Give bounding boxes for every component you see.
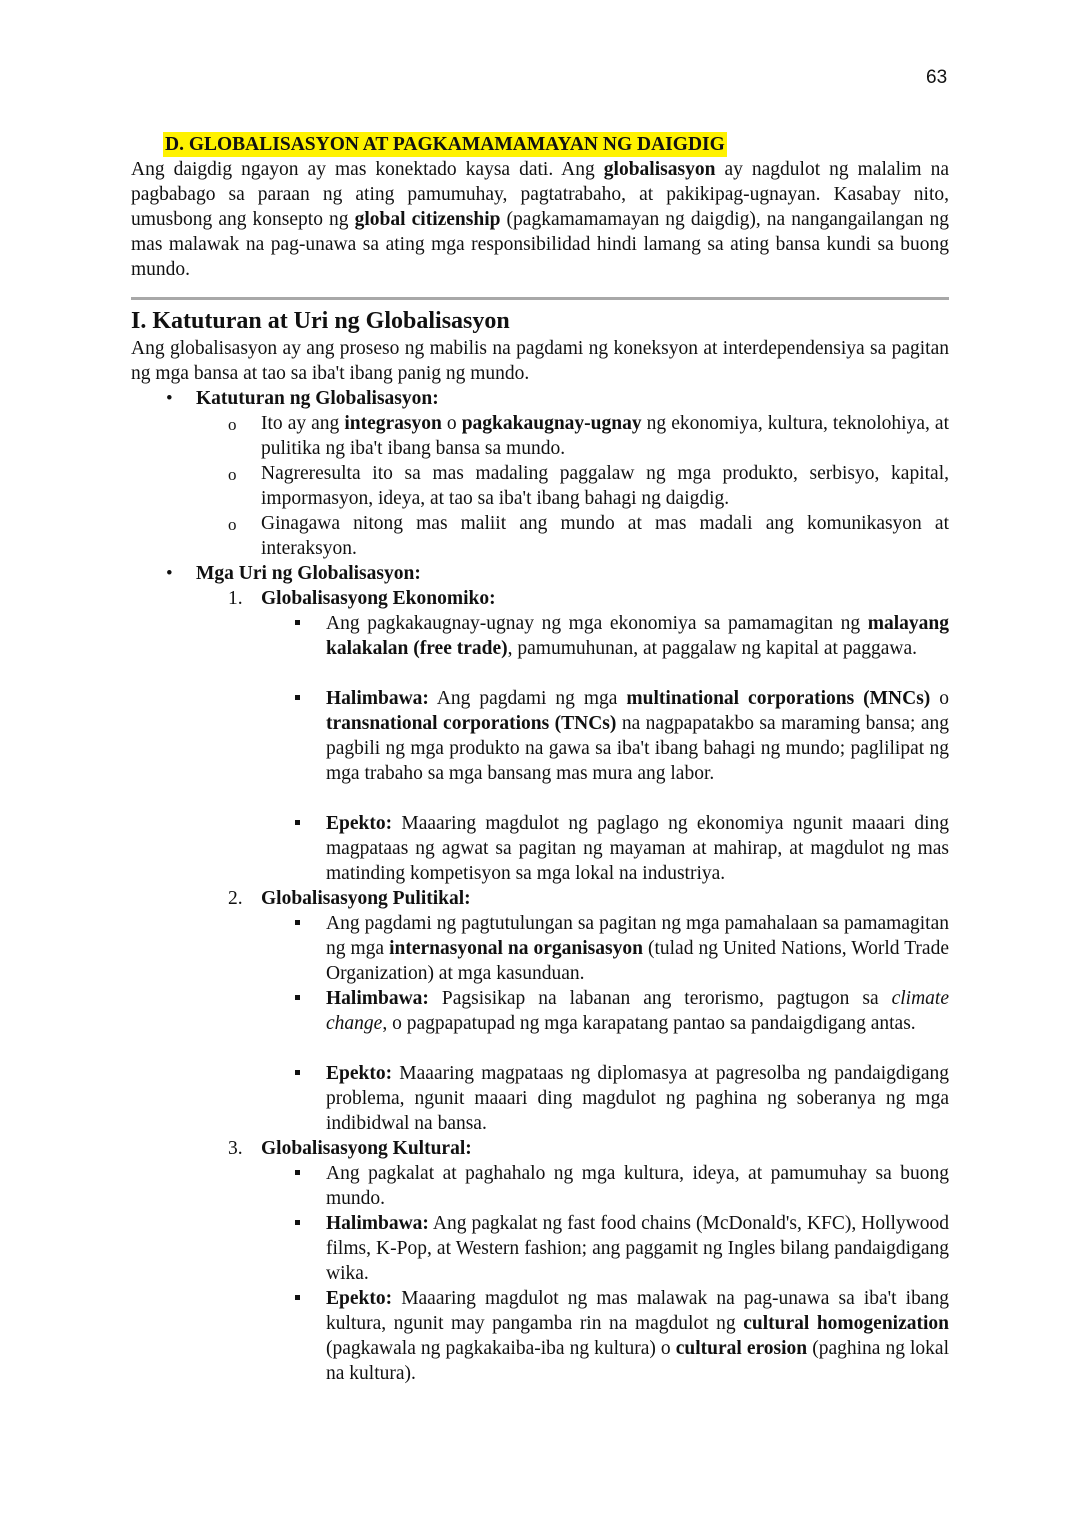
square-bullet-icon xyxy=(295,820,300,825)
sub-bullet-marker: o xyxy=(228,415,237,434)
intro-text: (pagkamamamayan ng daigdig), na nangangailangan ng mas malawak na pag-unawa sa ating mga responsibilidad hindi lamang sa ating bansa kundi sa buong mundo. xyxy=(131,209,949,280)
intro-text: ay nagdulot ng malalim na pagbabago sa paraan ng ating pamumuhay, pagtatrabaho, at pakikipag-ugnayan. Kasabay nito, umusbong ang konsepto ng xyxy=(131,159,950,230)
square-bullet-icon xyxy=(295,1220,300,1225)
pulitikal-item-a xyxy=(326,911,949,986)
epekto-label: Epekto: xyxy=(326,813,393,834)
square-bullet-icon xyxy=(295,620,300,625)
bold-term: malayang kalakalan (free trade) xyxy=(326,613,949,659)
epekto-label: Epekto: xyxy=(326,1063,393,1084)
item-text: (tulad ng United Nations, World Trade Organization) at mga kasunduan. xyxy=(326,938,949,984)
square-bullet-icon xyxy=(295,1170,300,1175)
pulitikal-item-c xyxy=(326,1061,949,1136)
bold-term: integrasyon xyxy=(344,413,442,434)
kultural-item-c xyxy=(326,1286,949,1386)
sub-bullet-marker: o xyxy=(228,465,237,484)
bold-term: multinational corporations (MNCs) xyxy=(626,688,931,709)
katuturan-label: Katuturan ng Globalisasyon: xyxy=(196,388,439,409)
list-number: 1. xyxy=(228,588,243,609)
list-number: 3. xyxy=(228,1138,243,1159)
item-text: Ang pagdami ng mga xyxy=(428,688,627,709)
item-text: Ito ay ang xyxy=(261,413,345,434)
intro-bold-term: global citizenship xyxy=(354,209,501,230)
item-text: (pagkawala ng pagkakaiba-iba ng kultura) o xyxy=(326,1338,676,1359)
item-text: Maaaring magpataas ng diplomasya at pagresolba ng pandaigdigang problema, ngunit maaari ding magdulot ng paghina ng soberanya ng mga indibidwal na bansa. xyxy=(326,1063,949,1134)
item-text: Ang pagkalat ng fast food chains (McDonald's, KFC), Hollywood films, K-Pop, at Western fashion; ang paggamit ng Ingles bilang pandaigdigang wika. xyxy=(326,1213,949,1284)
square-bullet-icon xyxy=(295,1295,300,1300)
bold-term: cultural erosion xyxy=(675,1338,808,1359)
sub-bullet-marker: o xyxy=(228,515,237,534)
ekonomiko-item-c xyxy=(326,811,949,886)
kultural-item-a: Ang pagkalat at paghahalo ng mga kultura, ideya, at pamumuhay sa buong mundo. xyxy=(326,1163,949,1209)
bold-term: transnational corporations (TNCs) xyxy=(326,713,617,734)
item-text: o xyxy=(930,688,949,709)
italic-term: climate change xyxy=(326,988,949,1034)
bullet-marker: • xyxy=(166,388,173,409)
page-number: 63 xyxy=(926,67,948,88)
item-text: Ang pagkakaugnay-ugnay ng mga ekonomiya sa pamamagitan ng xyxy=(326,613,868,634)
katuturan-item-3: Ginagawa nitong mas maliit ang mundo at mas madali ang komunikasyon at interaksyon. xyxy=(261,513,949,559)
intro-paragraph xyxy=(131,157,949,282)
pulitikal-title: Globalisasyong Pulitikal: xyxy=(261,888,471,909)
square-bullet-icon xyxy=(295,995,300,1000)
list-number: 2. xyxy=(228,888,243,909)
item-text: o xyxy=(441,413,462,434)
uri-label: Mga Uri ng Globalisasyon: xyxy=(196,563,421,584)
katuturan-item-1 xyxy=(261,411,949,461)
ekonomiko-item-a xyxy=(326,611,949,661)
item-text: Maaaring magdulot ng paglago ng ekonomiya ngunit maaari ding magpataas ng agwat sa pagitan ng mayaman at mahirap, at magdulot ng mas matinding kompetisyon sa mga lokal na industriya. xyxy=(326,813,949,884)
bold-term: cultural homogenization xyxy=(743,1313,950,1334)
item-text: Maaaring magdulot ng mas malawak na pag-unawa sa iba't ibang kultura, ngunit may pangamba rin na magdulot ng xyxy=(326,1288,949,1334)
intro-text: Ang daigdig ngayon ay mas konektado kaysa dati. Ang xyxy=(131,159,604,180)
item-text: Ang pagdami ng pagtutulungan sa pagitan ng mga pamahalaan sa pamamagitan ng mga xyxy=(326,913,949,959)
bold-term: internasyonal na organisasyon xyxy=(389,938,643,959)
intro-bold-term: globalisasyon xyxy=(603,159,716,180)
pulitikal-item-b xyxy=(326,986,949,1036)
kultural-title: Globalisasyong Kultural: xyxy=(261,1138,472,1159)
section-title: D. GLOBALISASYON AT PAGKAMAMAMAYAN NG DAIGDIG xyxy=(165,134,725,155)
square-bullet-icon xyxy=(295,695,300,700)
square-bullet-icon xyxy=(295,920,300,925)
horizontal-rule xyxy=(131,297,949,300)
item-text: Pagsisikap na labanan ang terorismo, pagtugon sa xyxy=(428,988,892,1009)
bold-term: pagkakaugnay-ugnay xyxy=(461,413,642,434)
kultural-item-b xyxy=(326,1211,949,1286)
ekonomiko-item-b xyxy=(326,686,949,786)
katuturan-item-2: Nagreresulta ito sa mas madaling paggalaw ng mga produkto, serbisyo, kapital, impormasyon, ideya, at tao sa iba't ibang bahagi ng daigdig. xyxy=(261,463,949,509)
square-bullet-icon xyxy=(295,1070,300,1075)
item-text: , pamumuhunan, at paggalaw ng kapital at paggawa. xyxy=(507,638,917,659)
item-text: , o pagpapatupad ng mga karapatang pantao sa pandaigdigang antas. xyxy=(382,1013,916,1034)
item-text: (paghina ng lokal na kultura). xyxy=(326,1338,949,1384)
item-text: ng ekonomiya, kultura, teknolohiya, at pulitika ng iba't ibang bansa sa mundo. xyxy=(261,413,949,459)
halimbawa-label: Halimbawa: xyxy=(326,1213,429,1234)
definition-paragraph: Ang globalisasyon ay ang proseso ng mabilis na pagdami ng koneksyon at interdependensiya sa pagitan ng mga bansa at tao sa iba't ibang panig ng mundo. xyxy=(131,338,949,384)
halimbawa-label: Halimbawa: xyxy=(326,688,429,709)
ekonomiko-title: Globalisasyong Ekonomiko: xyxy=(261,588,496,609)
item-text: na nagpapatakbo sa maraming bansa; ang pagbili ng mga produkto na gawa sa iba't ibang bahagi ng mundo; paglilipat ng mga trabaho sa mga bansang mas mura ang labor. xyxy=(326,713,949,784)
bullet-marker: • xyxy=(166,563,173,584)
epekto-label: Epekto: xyxy=(326,1288,393,1309)
halimbawa-label: Halimbawa: xyxy=(326,988,429,1009)
heading-katuturan-at-uri: I. Katuturan at Uri ng Globalisasyon xyxy=(131,308,510,334)
